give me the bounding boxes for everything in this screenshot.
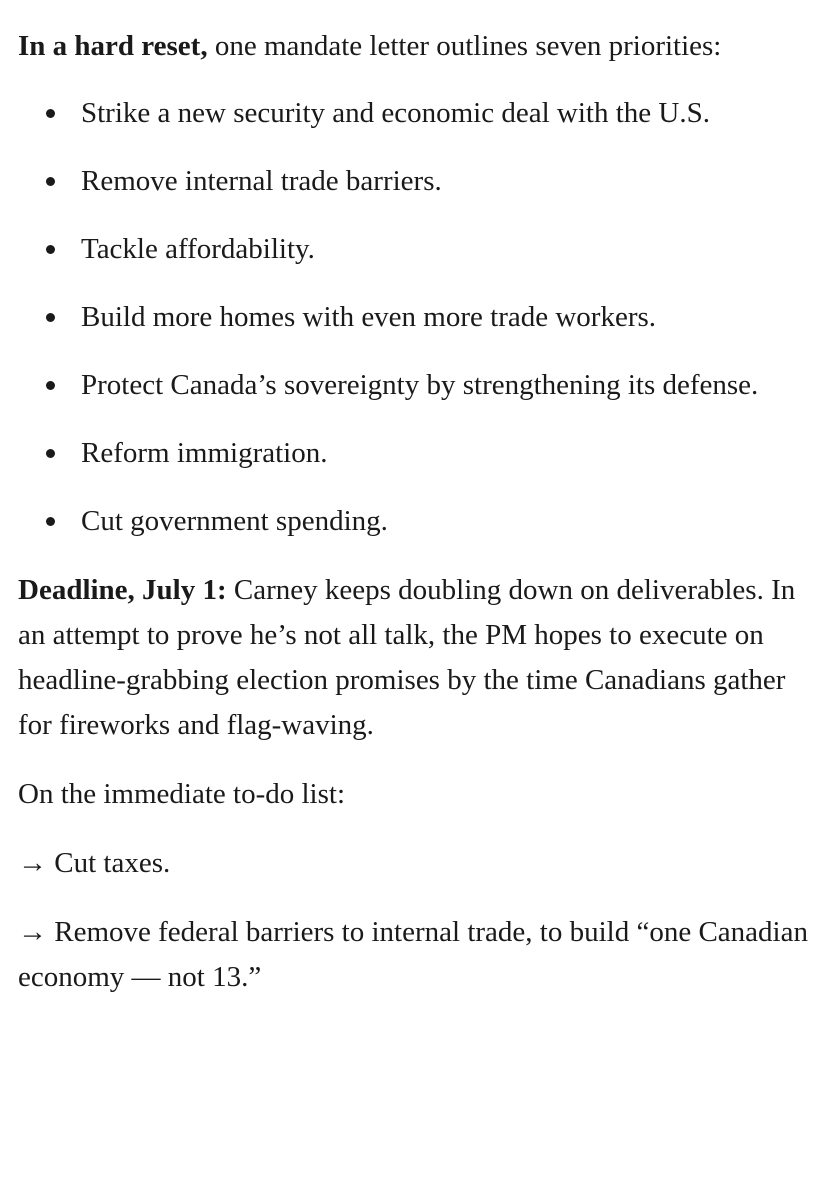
priority-text: Strike a new security and economic deal with the U.S. <box>81 97 710 129</box>
priority-text: Remove internal trade barriers. <box>81 165 442 197</box>
priority-text: Cut government spending. <box>81 505 388 537</box>
priority-item <box>18 159 817 204</box>
todo-intro: On the immediate to-do list: <box>18 778 346 810</box>
todo-item: → Cut taxes. <box>18 847 171 879</box>
deadline-paragraph <box>18 568 817 748</box>
priorities-list <box>18 91 817 544</box>
priority-item <box>18 91 817 136</box>
deadline-lead: Deadline, July 1: <box>18 574 227 606</box>
bullet-icon <box>46 245 55 254</box>
priority-text: Protect Canada’s sovereignty by strengthening its defense. <box>81 369 759 401</box>
bullet-icon <box>46 109 55 118</box>
bullet-icon <box>46 313 55 322</box>
todo-item: → Remove federal barriers to internal trade, to build “one Canadian economy — not 13.” <box>18 916 808 993</box>
priority-item <box>18 431 817 476</box>
bullet-icon <box>46 449 55 458</box>
deadline-text: Carney keeps doubling down on deliverables. In an attempt to prove he’s not all talk, the PM hopes to execute on headline-grabbing election promises by the time Canadians gather for fireworks and flag-waving. <box>18 574 796 741</box>
bullet-icon <box>46 517 55 526</box>
intro-text: one mandate letter outlines seven priorities: <box>207 30 722 62</box>
intro-paragraph <box>18 24 817 69</box>
priority-item <box>18 363 817 408</box>
priority-item <box>18 295 817 340</box>
priority-text: Tackle affordability. <box>81 233 315 265</box>
priority-item <box>18 227 817 272</box>
bullet-icon <box>46 177 55 186</box>
priority-text: Build more homes with even more trade workers. <box>81 301 657 333</box>
priority-item <box>18 499 817 544</box>
intro-lead: In a hard reset, <box>18 30 208 62</box>
bullet-icon <box>46 381 55 390</box>
priority-text: Reform immigration. <box>81 437 328 469</box>
